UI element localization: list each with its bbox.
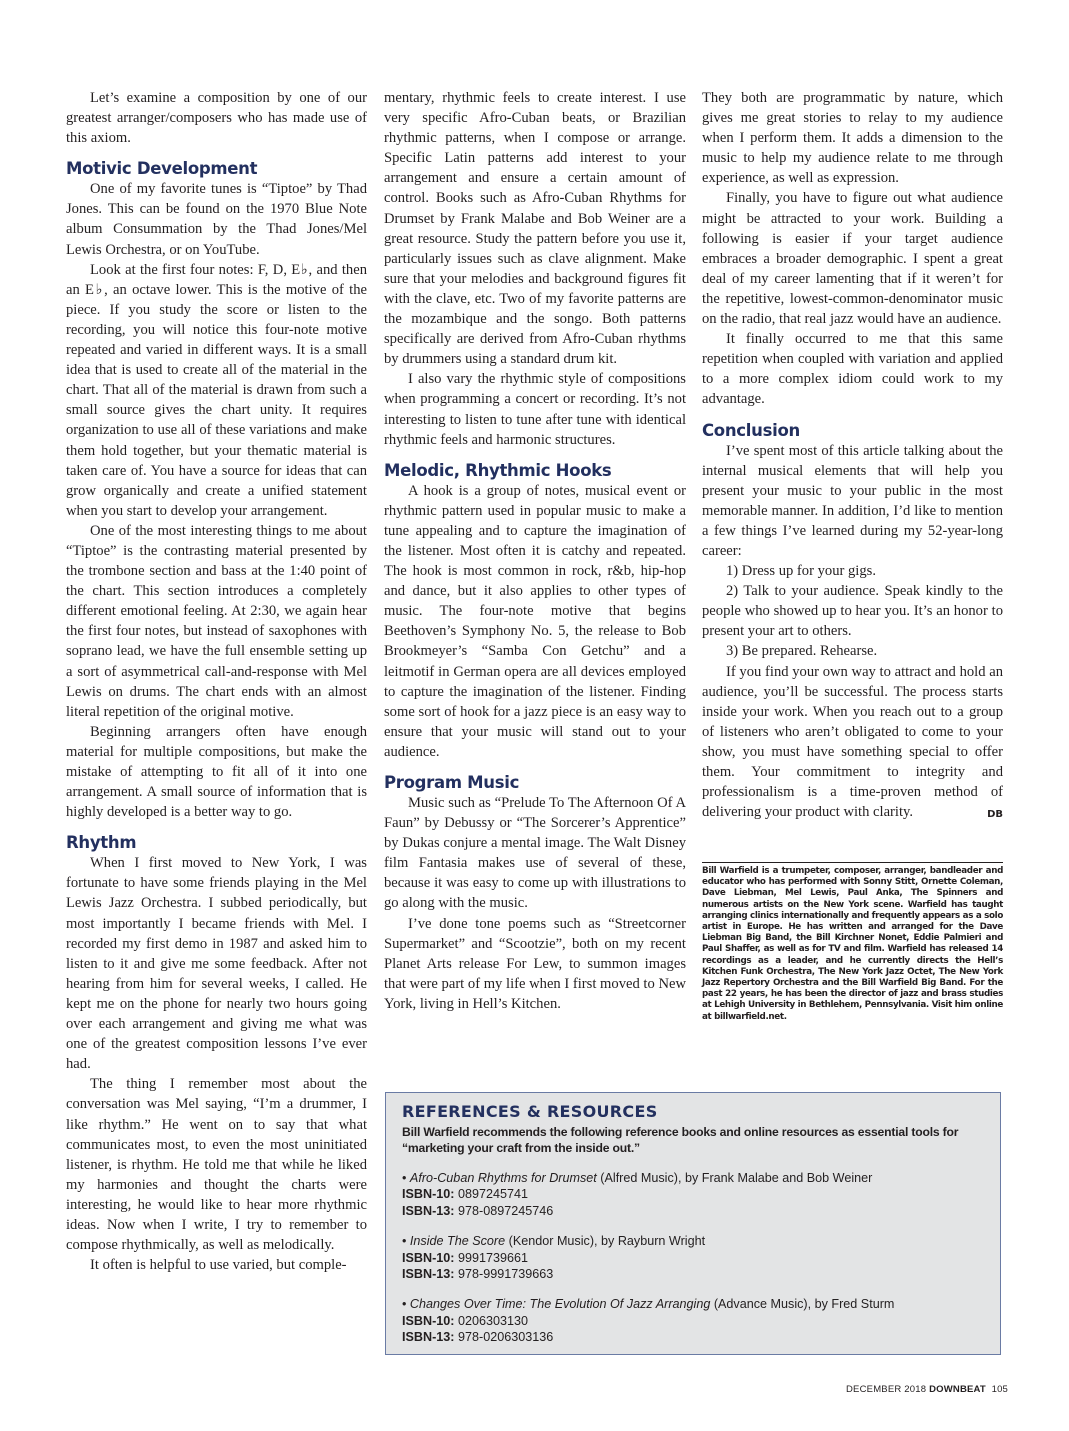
paragraph: When I first moved to New York, I was fortunate to have some friends playing in the Mel Lewis Jazz Orchestra. I subbed periodically, but most importantly I became friends with Mel. I recorded my first demo in 1987 and asked him to listen to it and give me some feedback. After not hearing from him for several weeks, I called. He kept me on the phone for nearly two hours going over each arrangement and giving me what was one of the greatest composition lessons I’ve ever had.	[66, 855, 367, 1073]
isbn-13	[402, 1329, 984, 1345]
paragraph: They both are programmatic by nature, which gives me great stories to relay to my audience when I perform them. It adds a dimension to the music to help my audience relate to me through experience, as well as expression.	[702, 90, 1003, 187]
book-details: (Kendor Music), by Rayburn Wright	[505, 1234, 706, 1249]
paragraph: mentary, rhythmic feels to create interest. I use very specific Afro-Cuban beats, or Brazilian rhythmic patterns, when I compose or arrange. Specific Latin patterns add interest to your arrangement and ensure a certain amount of control. Books such as Afro-Cuban Rhythms for Drumset by Frank Malabe and Bob Weiner are a great resource. Study the pattern before you use it, particularly issues such as clave alignment. Make sure that your melodies and background figures fit with the clave, etc. Two of my favorite patterns are the mozambique and the songo. Both patterns specifically are derived from Afro-Cuban rhythms by drummers using a standard drum kit.	[384, 90, 686, 368]
isbn-10	[402, 1250, 984, 1266]
paragraph: Look at the first four notes: F, D, E♭, and then an E♭, an octave lower. This is the motive of the piece. If you study the score or listen to the recording, you will notice this four-note motive repeated and varied in different ways. It is a small idea that is used to create all of the material in the chart. That all of the material is drawn from such a small source gives the chart unity. It requires organization to use all of these variations and make them hold together, but your thematic material is taken care of. You have a source for ideas that can grow organically and create a unified statement when you start to develop your arrangement.	[66, 261, 367, 519]
isbn-10-label: ISBN-10:	[402, 1250, 455, 1265]
isbn-13-label: ISBN-13:	[402, 1330, 455, 1345]
paragraph: I’ve done tone poems such as “Streetcorner Supermarket” and “Scootzie”, both on my recent Planet Arts release For Lew, to summon images that were part of my life when I first moved to New York, living in Hell’s Kitchen.	[384, 915, 686, 1012]
list-item: 2) Talk to your audience. Speak kindly to the people who showed up to hear you. It’s an honor to present your art to others.	[702, 583, 1003, 640]
section-heading-melodic-rhythmic-hooks: Melodic, Rhythmic Hooks	[384, 460, 612, 480]
page-footer	[846, 1384, 1008, 1395]
isbn-10-value: 0206303130	[454, 1313, 529, 1328]
paragraph: Let’s examine a composition by one of our greatest arranger/composers who has made use of this axiom.	[66, 90, 367, 147]
isbn-10-label: ISBN-10:	[402, 1187, 455, 1202]
paragraph: Music such as “Prelude To The Afternoon Of A Faun” by Debussy or “The Sorcerer’s Apprentice” by Dukas conjure a mental image. The Walt Disney film Fantasia makes use of several of these, because it was easy to come up with illustrations to go along with the music.	[384, 795, 686, 912]
bullet: •	[402, 1297, 410, 1312]
bullet: •	[402, 1234, 410, 1249]
list-item: 3) Be prepared. Rehearse.	[726, 643, 878, 660]
paragraph: The thing I remember most about the conversation was Mel saying, “I’m a drummer, I like rhythm.” He went on to say that what communicates most, to even the most uninitiated listener, is rhythm. He told me that while he liked my harmonies and thought the charts were interesting, he would like to hear more rhythmic ideas. Now when I write, I try to remember to compose rhythmically, as well as melodically.	[66, 1076, 367, 1254]
isbn-10-label: ISBN-10:	[402, 1313, 455, 1328]
isbn-13	[402, 1266, 984, 1282]
reference-entry	[402, 1296, 984, 1312]
section-heading-motivic-development: Motivic Development	[66, 159, 258, 179]
paragraph: Beginning arrangers often have enough material for multiple compositions, but make the mistake of attempting to fit all of it into one arrangement. A small source of information that is highly developed is a better way to go.	[66, 723, 367, 821]
isbn-13-value: 978-9991739663	[454, 1267, 554, 1282]
book-details: (Advance Music), by Fred Sturm	[710, 1297, 895, 1312]
paragraph: One of the most interesting things to me about “Tiptoe” is the contrasting material presented by the trombone section and bass at the 1:40 point of the chart. This section introduces a completely different emotional feeling. At 2:30, we again hear the first four notes, but instead of saxophones with soprano lead, we have the full ensemble setting up a sort of asymmetrical call-and-response with Mel Lewis on drums. The chart ends with an almost literal repetition of the original motive.	[66, 522, 367, 720]
paragraph: It finally occurred to me that this same repetition when coupled with variation and applied to a more complex idiom could work to my advantage.	[702, 331, 1003, 408]
reference-entry	[402, 1233, 984, 1249]
reference-item	[402, 1296, 984, 1345]
book-title: Inside The Score	[409, 1234, 506, 1249]
isbn-13-value: 978-0206303136	[454, 1330, 554, 1345]
book-title: Changes Over Time: The Evolution Of Jazz Arranging	[409, 1297, 711, 1312]
paragraph: One of my favorite tunes is “Tiptoe” by Thad Jones. This can be found on the 1970 Blue Note album Consummation by the Thad Jones/Mel Lewis Orchestra, or on YouTube.	[66, 181, 367, 258]
bullet: •	[402, 1171, 410, 1185]
article-column-1	[66, 88, 367, 1275]
signoff-mark: DB	[987, 809, 1003, 821]
paragraph: A hook is a group of notes, musical event or rhythmic pattern used in popular music to make a tune appealing and to capture the imagination of the listener. Most often it is catchy and repeated. The hook is most common in rock, r&b, hip-hop and dance, but it also applies to other types of music. The four-note motive that begins Beethoven’s Symphony No. 5, the release to Bob Brookmeyer’s “Samba Con Getchu” and a leitmotif in German opera are all devices employed to capture the imagination of the listener. Finding some sort of hook for a jazz piece is an easy way to ensure that your music will stand out to your audience.	[384, 482, 686, 760]
isbn-10	[402, 1313, 984, 1329]
paragraph: It often is helpful to use varied, but comple-	[90, 1257, 347, 1274]
page-number: 105	[991, 1384, 1009, 1395]
isbn-10	[402, 1186, 984, 1202]
paragraph-text: If you find your own way to attract and hold an audience, you’ll be successful. The process starts inside your work. When you reach out to a group of listeners who aren’t obligated to come to your show, you must have something special to offer them. Your commitment to integrity and professionalism is a time-proven method of delivering your product with clarity.	[702, 663, 1003, 821]
magazine-brand: DOWNBEAT	[929, 1384, 986, 1395]
reference-item	[402, 1170, 984, 1219]
paragraph: I’ve spent most of this article talking about the internal musical elements that will help you present your music to your public in the most memorable manner. In addition, I’d like to mention a few things I’ve learned during my 52-year-long career:	[702, 442, 1003, 559]
isbn-13-label: ISBN-13:	[402, 1203, 455, 1218]
book-details: (Alfred Music), by Frank Malabe and Bob Weiner	[596, 1171, 873, 1185]
reference-entry	[402, 1170, 984, 1186]
references-title: REFERENCES & RESOURCES	[402, 1102, 658, 1121]
isbn-13-value: 978-0897245746	[454, 1203, 554, 1218]
list-item: 1) Dress up for your gigs.	[726, 563, 876, 580]
reference-item	[402, 1233, 984, 1282]
author-bio: Bill Warfield is a trumpeter, composer, arranger, bandleader and educator who has performed with Sonny Stitt, Ornette Coleman, Dave Liebman, Mel Lewis, Paul Anka, The Spinners and numerous artists on the New York scene. Warfield has taught arranging clinics internationally and frequently appears as a solo artist in Europe. He has written and arranged for the Dave Liebman Big Band, the Bill Kirchner Nonet, Eddie Palmieri and Paul Shaffer, as well as for TV and film. Warfield has released 14 recordings as a leader, and he currently directs the Hell’s Kitchen Funk Orchestra, The New York Jazz Octet, The New York Jazz Repertory Orchestra and the Bill Warfield Big Band. For the past 22 years, he has been the director of jazz and brass studies at Lehigh University in Bethlehem, Pennsylvania. Visit him online at billwarfield.net.	[702, 862, 1003, 1023]
article-column-2	[384, 88, 686, 1014]
isbn-10-value: 0897245741	[454, 1187, 529, 1202]
book-title: Afro-Cuban Rhythms for Drumset	[409, 1171, 597, 1185]
isbn-10-value: 9991739661	[454, 1250, 529, 1265]
article-column-3	[702, 88, 1003, 825]
section-heading-conclusion: Conclusion	[702, 420, 800, 440]
references-box	[385, 1092, 1001, 1355]
section-heading-rhythm: Rhythm	[66, 833, 137, 853]
issue-date: DECEMBER 2018	[846, 1384, 930, 1395]
isbn-13-label: ISBN-13:	[402, 1267, 455, 1282]
references-intro: Bill Warfield recommends the following reference books and online resources as essential tools for “marketing your craft from the inside out.”	[402, 1125, 959, 1155]
paragraph: I also vary the rhythmic style of compositions when programming a concert or recording. It’s not interesting to listen to tune after tune with identical rhythmic feels and harmonic structures.	[384, 371, 686, 448]
isbn-13	[402, 1203, 984, 1219]
paragraph	[702, 662, 1003, 823]
section-heading-program-music: Program Music	[384, 773, 520, 792]
paragraph: Finally, you have to figure out what audience might be attracted to your work. Building a following is easier if your target audience embraces a broader demographic. I spent a great deal of my career lamenting that if it weren’t for the repetitive, lowest-common-denominator music on the radio, that real jazz would have an audience.	[702, 190, 1003, 328]
